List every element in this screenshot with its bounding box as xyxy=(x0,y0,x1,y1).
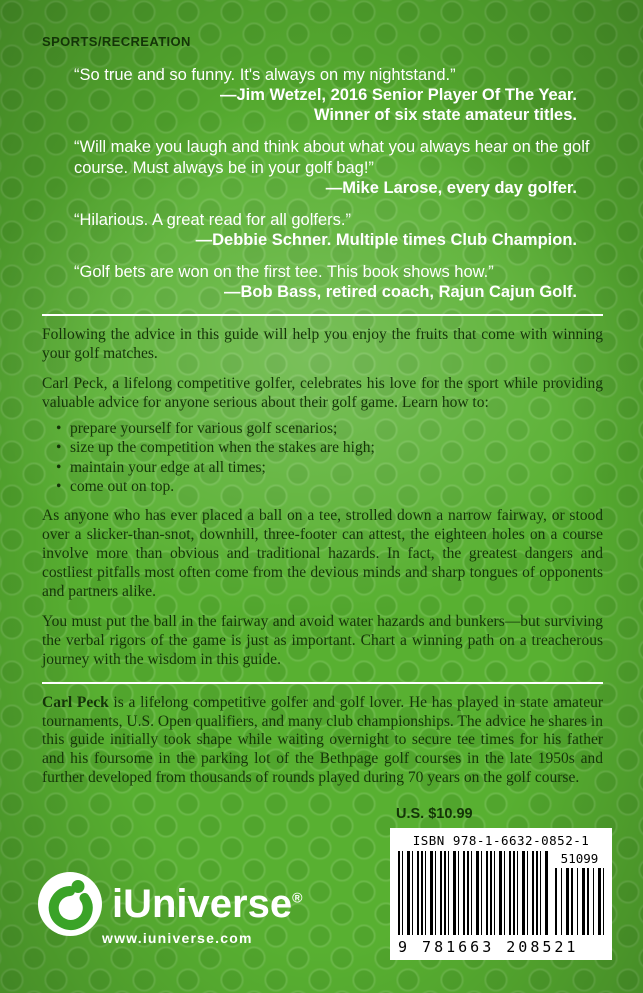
author-paragraph xyxy=(42,694,603,789)
quote-block xyxy=(42,262,603,302)
list-item: • come out on top. xyxy=(54,477,603,496)
publisher-name-text: iUniverse xyxy=(112,882,293,926)
quote-block xyxy=(42,210,603,250)
publisher-url: www.iuniverse.com xyxy=(102,930,253,946)
barcode-addon-bars xyxy=(555,868,604,935)
registered-trademark-symbol: ® xyxy=(292,889,303,906)
price-label: U.S. $10.99 xyxy=(396,806,473,822)
author-bio-text: is a lifelong competitive golfer and golf lover. He has played in state amateur tournaments, U.S. Open qualifiers, and many club championships. The advice he shares in this guide initially took shape while waiting overnight to secure tee times for his father and his foursome in the parking lot of the Bethpage golf courses in the late 1950s and further developed from thousands of rounds played during 70 years on the golf course. xyxy=(42,693,604,787)
quote-block xyxy=(42,65,603,125)
quote-attribution: —Bob Bass, retired coach, Rajun Cajun Golf. xyxy=(224,283,577,302)
publisher-name xyxy=(112,884,302,924)
publisher-block xyxy=(38,872,302,946)
synopsis xyxy=(42,326,603,669)
barcode xyxy=(390,828,612,960)
synopsis-paragraph: As anyone who has ever placed a ball on a tee, strolled down a narrow fairway, or stood over a slicker-than-snot, downhill, three-footer can attest, the eighteen holes on a course involve more than obvious and traditional hazards. In fact, the greatest dangers and costliest pitfalls most often come from the devious minds and sharp tongues of opponents and partners alike. xyxy=(42,507,603,600)
quote-attribution: —Jim Wetzel, 2016 Senior Player Of The Year. xyxy=(219,86,577,105)
quote-text: “So true and so funny. It's always on my nightstand.” xyxy=(74,66,456,84)
divider-top xyxy=(42,314,603,316)
list-item: • maintain your edge at all times; xyxy=(54,458,603,477)
list-item: • size up the competition when the stakes are high; xyxy=(54,438,603,457)
author-name: Carl Peck xyxy=(42,693,109,711)
quote-attribution: —Debbie Schner. Multiple times Club Champion. xyxy=(195,230,577,249)
barcode-addon xyxy=(555,851,604,935)
barcode-bars-row xyxy=(398,851,604,935)
quote-text: “Will make you laugh and think about what you always hear on the golf course. Must always be in your golf bag!” xyxy=(74,138,590,177)
synopsis-paragraph: Carl Peck, a lifelong competitive golfer, celebrates his love for the sport while providing valuable advice for anyone serious about their golf game. Learn how to: xyxy=(42,375,603,411)
author-bio xyxy=(42,694,603,789)
quote-text: “Hilarious. A great read for all golfers.” xyxy=(74,210,351,229)
quote-attribution: —Mike Larose, every day golfer. xyxy=(325,178,577,197)
list-item: • prepare yourself for various golf scenarios; xyxy=(54,419,603,438)
quote-text: “Golf bets are won on the first tee. This book shows how.” xyxy=(74,263,494,281)
quote-attribution: Winner of six state amateur titles. xyxy=(313,106,577,125)
synopsis-paragraph: Following the advice in this guide will help you enjoy the fruits that come with winning your golf matches. xyxy=(42,326,603,363)
barcode-addon-code: 51099 xyxy=(560,851,599,866)
barcode-ean-number: 9 781663 208521 xyxy=(398,938,579,956)
isbn-label: ISBN 978-1-6632-0852-1 xyxy=(412,833,590,848)
endorsement-quotes xyxy=(42,65,603,302)
category-label: SPORTS/RECREATION xyxy=(42,34,191,49)
learn-how-list xyxy=(54,419,603,497)
barcode-main-bars xyxy=(398,851,548,935)
iuniverse-logo-icon xyxy=(38,872,102,936)
divider-bottom xyxy=(42,682,603,684)
quote-block xyxy=(42,137,603,197)
publisher-logo-row xyxy=(38,872,302,936)
synopsis-paragraph: You must put the ball in the fairway and avoid water hazards and bunkers—but surviving the verbal rigors of the game is just as important. Chart a winning path on a treacherous journey with the wisdom in this guide. xyxy=(42,612,603,668)
